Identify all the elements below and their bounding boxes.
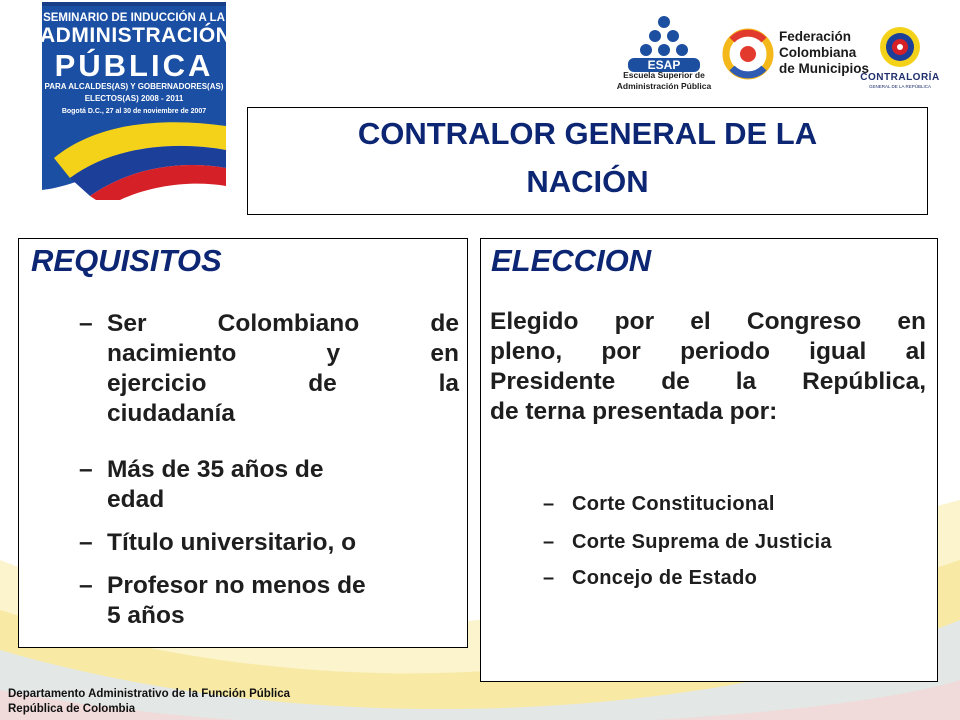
requisito-item [19,571,469,635]
requisito-item [19,528,469,562]
seminar-logo-line4: PARA ALCALDES(AS) Y GOBERNADORES(AS) [44,82,224,91]
fcm-name-line3: de Municipios [779,61,870,76]
bullet-dash: – [543,531,555,553]
seminar-logo-line2: ADMINISTRACIÓN [40,24,232,47]
eleccion-panel [480,238,938,682]
contraloria-name: CONTRALORÍA [860,72,940,83]
requisito-line: ejercicio de la [107,370,459,397]
eleccion-item [481,493,939,521]
requisito-line: ciudadanía [107,400,235,427]
eleccion-item-text: Corte Suprema de Justicia [572,531,832,553]
eleccion-item [481,567,939,595]
seminar-logo-line6: Bogotá D.C., 27 al 30 de noviembre de 2007 [61,108,207,115]
eleccion-body [490,307,926,427]
requisito-text [107,309,459,429]
footer-country: República de Colombia [8,703,136,715]
seminar-logo-line3: PÚBLICA [54,48,214,83]
requisitos-heading: REQUISITOS [31,243,222,278]
requisito-item [19,455,469,519]
requisitos-panel [18,238,468,648]
requisito-line: Profesor no menos de [107,572,366,599]
seminar-logo [40,0,232,200]
eleccion-item-text: Concejo de Estado [572,567,758,589]
eleccion-item [481,531,939,559]
eleccion-body-line: de terna presentada por: [490,398,778,425]
bullet-dash: – [543,493,555,515]
eleccion-body-line: Elegido por el Congreso en [490,308,926,335]
eleccion-body-line: Presidente de la República, [490,368,926,395]
slide-title-line1: CONTRALOR GENERAL DE LA [357,116,818,151]
requisito-line: nacimiento y en [107,340,459,367]
title-box [247,107,928,215]
bullet-dash: – [79,529,93,556]
seminar-logo-line1: SEMINARIO DE INDUCCIÓN A LA [43,12,225,24]
requisito-text [107,528,459,558]
eleccion-body-line: pleno, por periodo igual al [490,338,926,365]
requisito-text [107,571,459,631]
bullet-dash: – [79,572,93,599]
bullet-dash: – [79,310,93,337]
esap-caption-line2: Administración Pública [616,81,712,91]
requisito-line: Ser Colombiano de [107,310,459,337]
footer-department: Departamento Administrativo de la Función Pública [8,688,291,700]
eleccion-item-text: Corte Constitucional [572,493,775,515]
requisito-line: Título universitario, o [107,529,357,556]
seminar-logo-line5: ELECTOS(AS) 2008 - 2011 [84,94,184,103]
requisito-line: edad [107,486,165,513]
requisito-line: Más de 35 años de [107,456,324,483]
esap-caption-line1: Escuela Superior de [623,70,705,80]
bullet-dash: – [543,567,555,589]
fcm-name-line1: Federación [779,29,852,44]
fcm-name-line2: Colombiana [779,45,857,60]
slide-title-line2: NACIÓN [526,164,649,199]
requisito-line: 5 años [107,602,185,629]
eleccion-heading: ELECCION [491,243,652,278]
requisito-text [107,455,459,515]
fcm-logo [722,28,774,80]
esap-name: ESAP [647,58,681,72]
contraloria-subtitle: GENERAL DE LA REPÚBLICA [868,84,932,89]
requisito-item [19,309,469,439]
bullet-dash: – [79,456,93,483]
contraloria-logo [874,24,926,70]
